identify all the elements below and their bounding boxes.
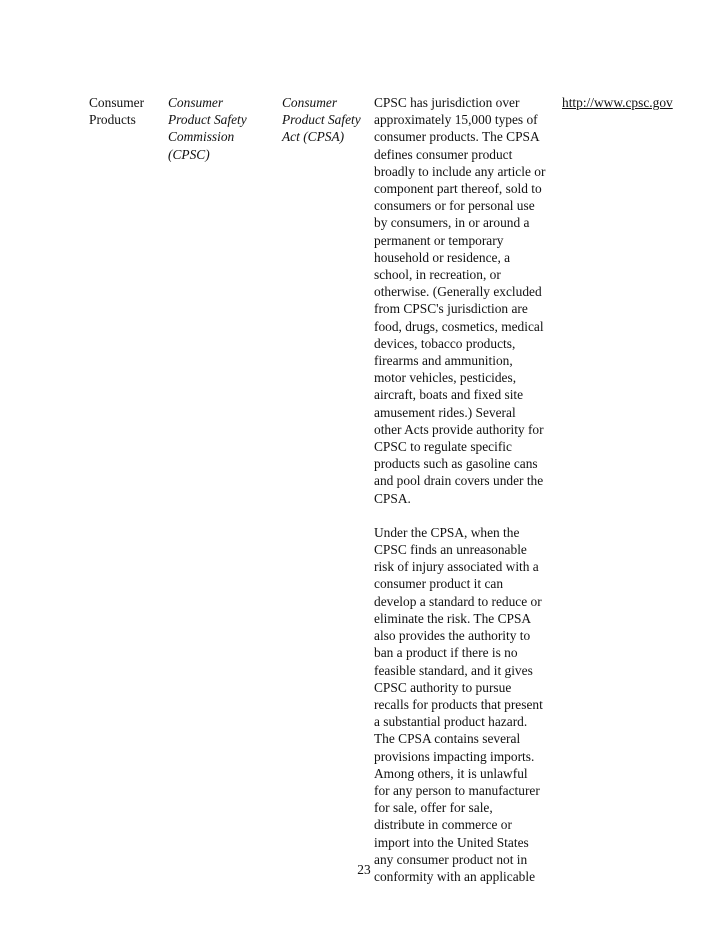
description-line: provisions impacting imports. <box>374 748 535 764</box>
description-line: any consumer product not in <box>374 851 528 867</box>
description-line: CPSC to regulate specific <box>374 439 512 455</box>
description-paragraph-2 <box>374 524 564 885</box>
description-line: The CPSA contains several <box>374 731 521 747</box>
agency-line: Commission <box>168 129 235 145</box>
description-line: food, drugs, cosmetics, medical <box>374 318 544 334</box>
description-line: for sale, offer for sale, <box>374 800 493 816</box>
description-line: products such as gasoline cans <box>374 456 538 472</box>
description-line: motor vehicles, pesticides, <box>374 370 517 386</box>
description-line: consumer product it can <box>374 576 504 592</box>
description-line: defines consumer product <box>374 146 513 162</box>
page-number: 23 <box>357 862 371 877</box>
description-line: permanent or temporary <box>374 232 504 248</box>
description-line: by consumers, in or around a <box>374 215 530 231</box>
description-line: devices, tobacco products, <box>374 335 516 351</box>
sector-line: Consumer <box>89 95 145 110</box>
description-line: broadly to include any article or <box>374 163 546 179</box>
description-line: ban a product if there is no <box>374 645 518 661</box>
description-line: recalls for products that present <box>374 696 543 712</box>
description-line: develop a standard to reduce or <box>374 593 542 609</box>
description-line: household or residence, a <box>374 249 511 265</box>
description-line: consumer products. The CPSA <box>374 129 540 145</box>
description-line: component part thereof, sold to <box>374 181 542 197</box>
agency-line: Consumer <box>168 95 224 110</box>
act-cell <box>282 94 372 146</box>
description-line: CPSC authority to pursue <box>374 679 512 695</box>
description-line: CPSA. <box>374 490 411 506</box>
description-line: Under the CPSA, when the <box>374 524 520 540</box>
description-line: CPSC finds an unreasonable <box>374 542 527 558</box>
description-line: for any person to manufacturer <box>374 782 540 798</box>
paragraph-gap <box>374 507 564 524</box>
description-line: school, in recreation, or <box>374 267 501 283</box>
description-line: also provides the authority to <box>374 628 531 644</box>
sector-cell <box>89 94 159 128</box>
description-cell <box>374 94 564 885</box>
description-line: risk of injury associated with a <box>374 559 539 575</box>
description-line: Among others, it is unlawful <box>374 765 528 781</box>
description-line: and pool drain covers under the <box>374 473 544 489</box>
agency-line: (CPSC) <box>168 146 210 162</box>
description-line: consumers or for personal use <box>374 198 535 214</box>
act-line: Consumer <box>282 95 338 110</box>
description-paragraph-1 <box>374 94 564 507</box>
description-line: aircraft, boats and fixed site <box>374 387 524 403</box>
description-line: conformity with an applicable <box>374 868 536 884</box>
agency-line: Product Safety <box>168 112 247 128</box>
description-line: other Acts provide authority for <box>374 421 544 437</box>
description-line: otherwise. (Generally excluded <box>374 284 542 300</box>
description-line: firearms and ammunition, <box>374 353 513 369</box>
description-line: approximately 15,000 types of <box>374 112 538 128</box>
agency-url-link[interactable]: http://www.cpsc.gov <box>562 95 673 110</box>
description-line: feasible standard, and it gives <box>374 662 533 678</box>
act-line: Product Safety <box>282 112 361 128</box>
description-line: amusement rides.) Several <box>374 404 516 420</box>
description-line: import into the United States <box>374 834 529 850</box>
description-line: a substantial product hazard. <box>374 714 528 730</box>
act-line: Act (CPSA) <box>282 129 345 145</box>
description-line: from CPSC's jurisdiction are <box>374 301 528 317</box>
description-line: CPSC has jurisdiction over <box>374 95 520 110</box>
sector-line: Products <box>89 112 136 128</box>
description-line: eliminate the risk. The CPSA <box>374 610 532 626</box>
agency-cell <box>168 94 268 163</box>
description-line: distribute in commerce or <box>374 817 512 833</box>
